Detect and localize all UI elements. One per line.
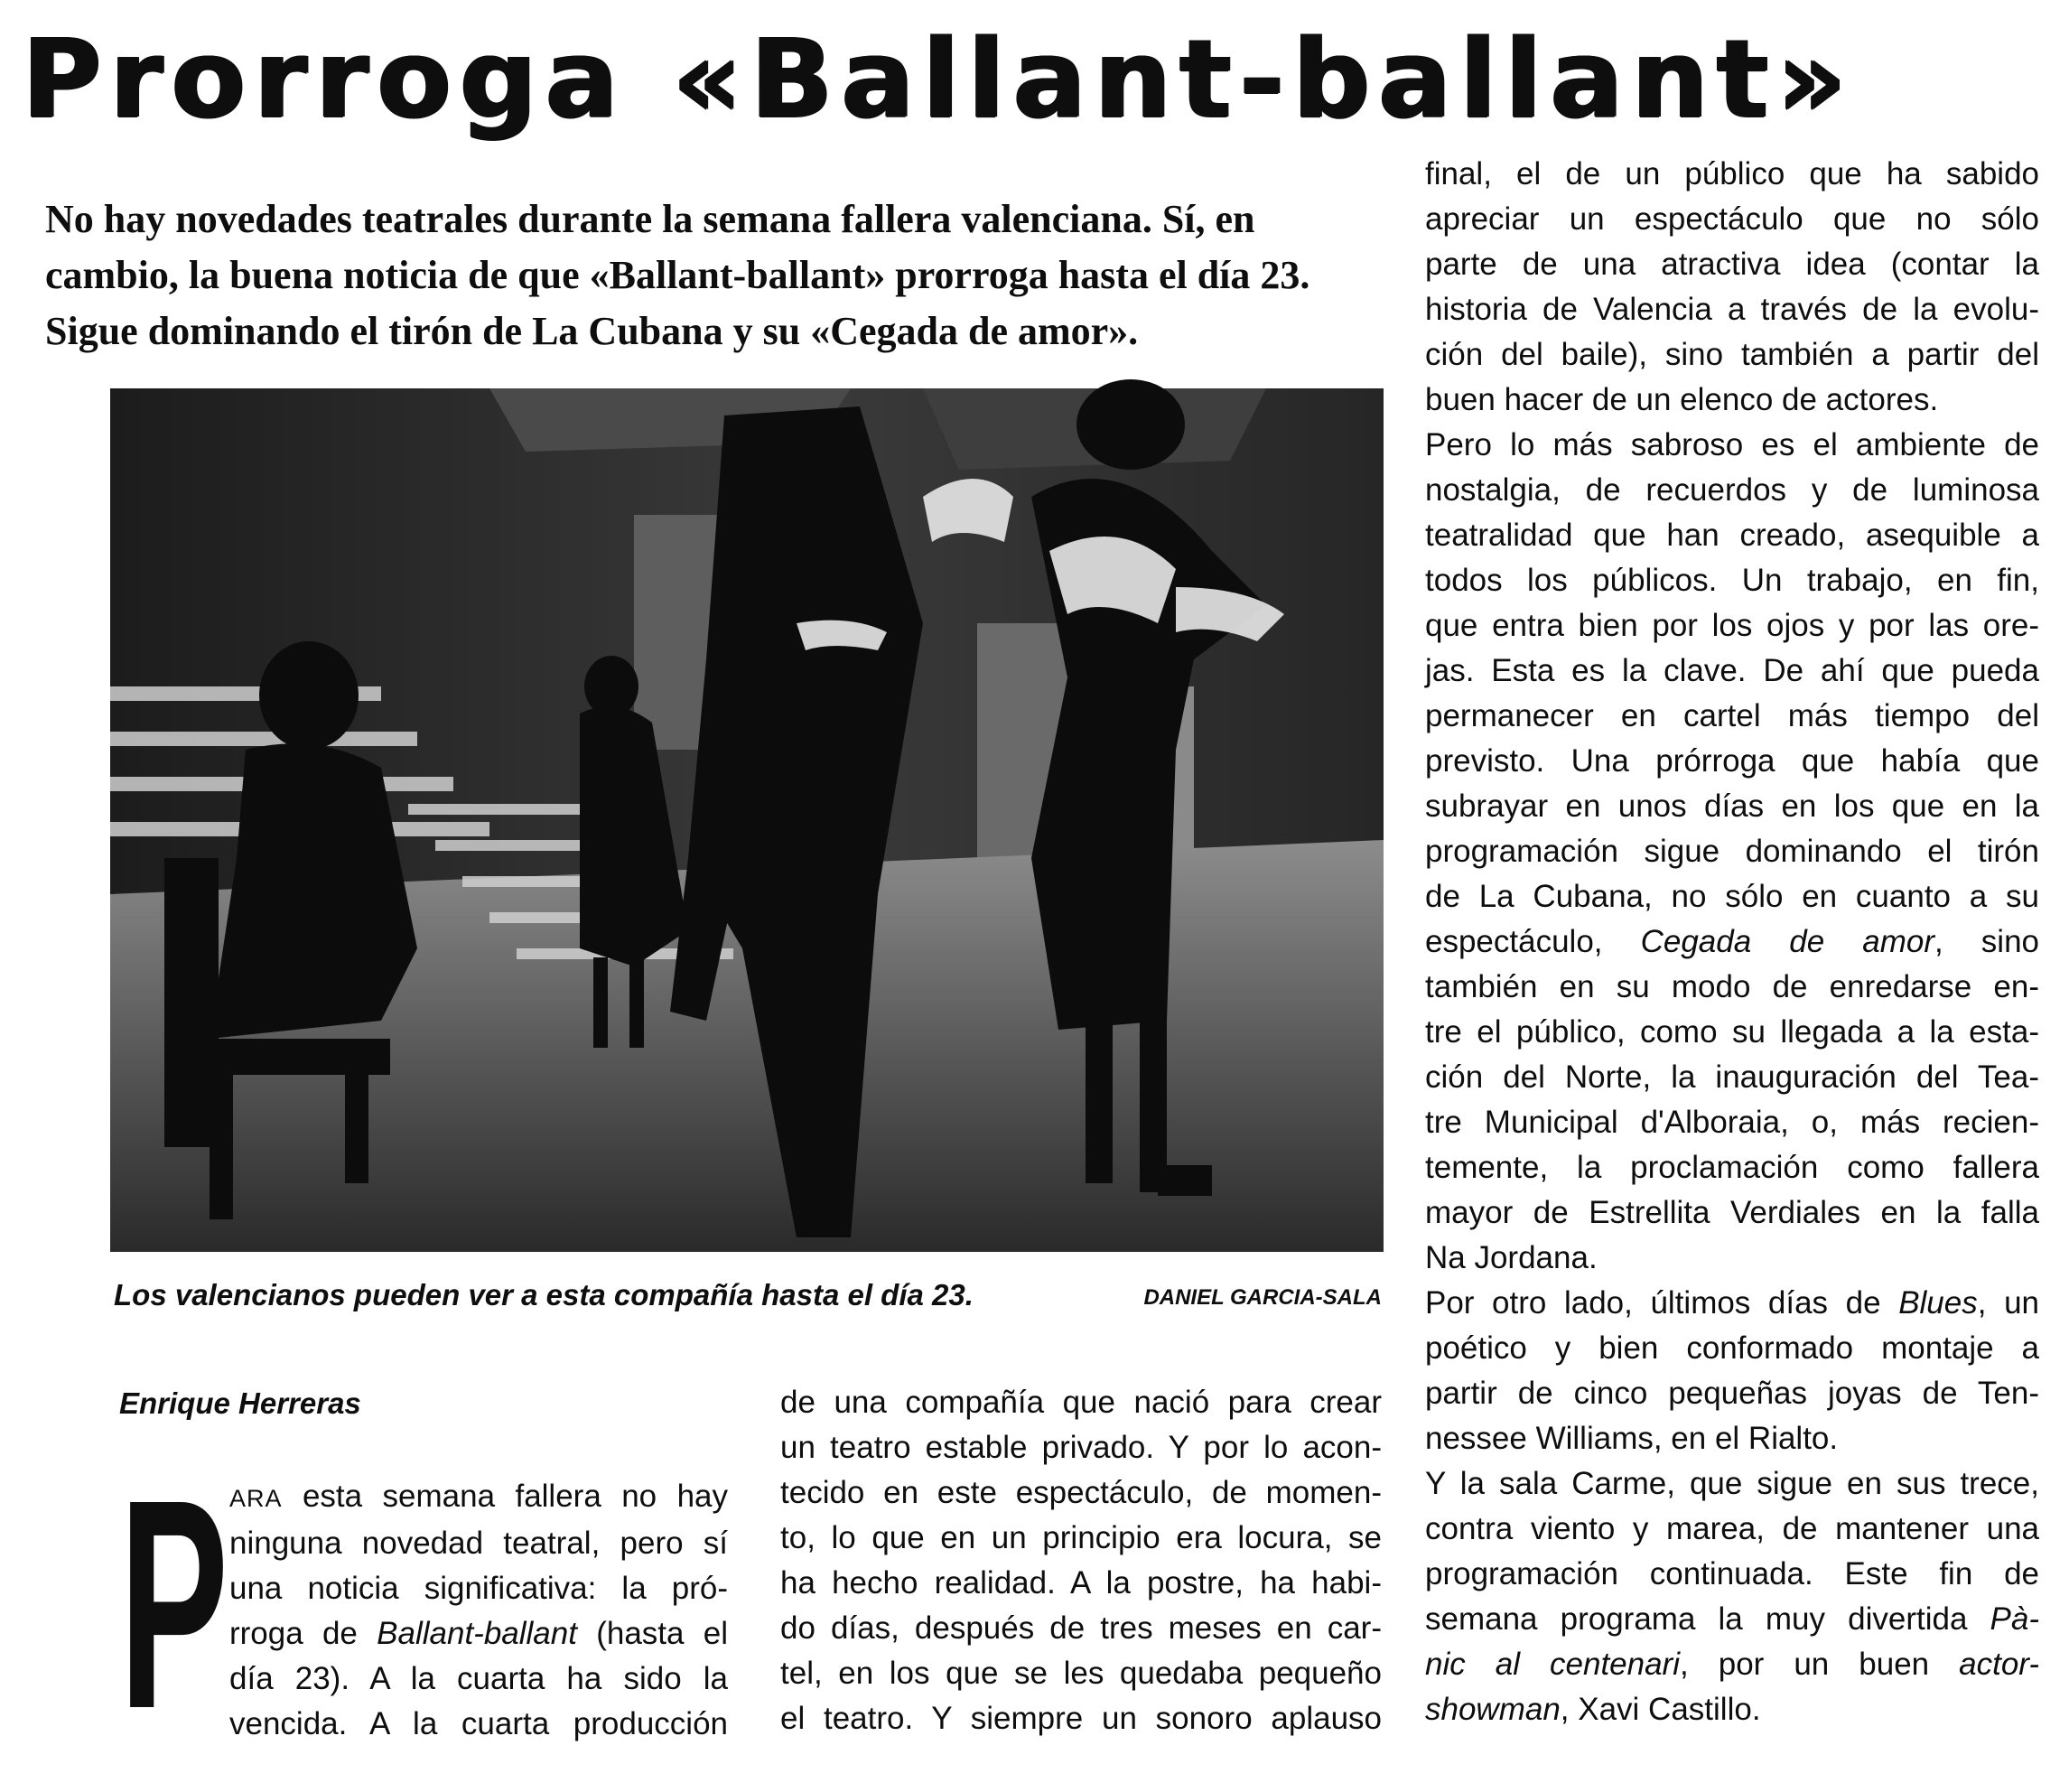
column-line: Na Jordana. [1425,1240,1598,1275]
column-line: vencida. A la cuarta producción [229,1706,728,1741]
column-line: un teatro estable privado. Y por lo acon- [780,1430,1382,1465]
column-line: subrayar en unos días en los que en la [1425,789,2039,824]
column-line: una noticia significativa: la pró- [229,1571,728,1606]
photo-credit: DANIEL GARCIA-SALA [1143,1285,1382,1310]
column-line: programación sigue dominando el tirón [1425,834,2039,869]
column-line: semana programa la muy divertida Pà- [1425,1601,2039,1637]
article-column-2 [780,1380,1382,1741]
column-line: también en su modo de enredarse en- [1425,969,2039,1004]
column-line: poético y bien conformado montaje a [1425,1330,2039,1366]
column-line: tecido en este espectáculo, de momen- [780,1475,1382,1510]
column-line: ción del Norte, la inauguración del Tea- [1425,1059,2039,1095]
column-line: buen hacer de un elenco de actores. [1425,382,1939,417]
column-line: programación continuada. Este fin de [1425,1556,2039,1591]
column-line: que entra bien por los ojos y por las ore- [1425,608,2039,643]
article-column-3 [1425,152,2039,1732]
column-line: Pero lo más sabroso es el ambiente de [1425,427,2039,462]
small-caps-lead: ARA [229,1485,283,1512]
column-line: tre el público, como su llegada a la esta- [1425,1014,2039,1050]
column-line: ARA esta semana fallera no hay [229,1479,728,1514]
column-line: todos los públicos. Un trabajo, en fin, [1425,563,2039,598]
drop-cap: P [119,1437,229,1770]
column-line: Por otro lado, últimos días de Blues, un [1425,1285,2039,1321]
column-line: nostalgia, de recuerdos y de luminosa [1425,472,2039,508]
column-line: apreciar un espectáculo que no sólo [1425,201,2039,237]
column-line: de La Cubana, no sólo en cuanto a su [1425,879,2039,914]
article-photo [110,388,1384,1252]
column-line: rroga de Ballant-ballant (hasta el [229,1616,728,1651]
byline: Enrique Herreras [119,1386,361,1420]
column-line: tre Municipal d'Alboraia, o, más recien- [1425,1105,2039,1140]
column-line: teatralidad que han creado, asequible a [1425,518,2039,553]
photo-caption: Los valencianos pueden ver a esta compañía hasta el día 23. [114,1278,974,1311]
column-line: temente, la proclamación como fallera [1425,1150,2039,1185]
column-line: previsto. Una prórroga que había que [1425,743,2039,779]
headline: Prorroga «Ballant-ballant» [22,17,1855,143]
column-line: partir de cinco pequeñas joyas de Ten- [1425,1376,2039,1411]
column-line: espectáculo, Cegada de amor, sino [1425,924,2039,959]
column-line: ha hecho realidad. A la postre, ha habi- [780,1565,1382,1601]
column-line: ninguna novedad teatral, pero sí [229,1526,728,1561]
column-line: el teatro. Y siempre un sonoro aplauso [780,1701,1382,1736]
column-line: contra viento y marea, de mantener una [1425,1511,2039,1546]
column-line: to, lo que en un principio era locura, se [780,1520,1382,1555]
column-line: showman, Xavi Castillo. [1425,1692,1761,1727]
column-line: de una compañía que nació para crear [780,1385,1382,1420]
column-line: final, el de un público que ha sabido [1425,156,2039,191]
article-column-1 [229,1474,728,1747]
column-line: jas. Esta es la clave. De ahí que pueda [1425,653,2039,688]
column-line: Y la sala Carme, que sigue en sus trece, [1425,1466,2039,1501]
column-line: do días, después de tres meses en car- [780,1610,1382,1646]
deck: No hay novedades teatrales durante la semana fallera valenciana. Sí, en cambio, la buena noticia de que «Ballant-ballant» prorroga hasta el día 23. Sigue dominando el tirón de La Cubana y su «Cegada de amor». [45,197,1310,353]
column-line: nessee Williams, en el Rialto. [1425,1421,1839,1456]
column-line: día 23). A la cuarta ha sido la [229,1661,728,1696]
dancers-photo-illustration [110,388,1384,1252]
column-line: mayor de Estrellita Verdiales en la falla [1425,1195,2039,1230]
column-line: ción del baile), sino también a partir del [1425,337,2039,372]
column-line: permanecer en cartel más tiempo del [1425,698,2039,733]
column-line: tel, en los que se les quedaba pequeño [780,1656,1382,1691]
column-line: parte de una atractiva idea (contar la [1425,247,2039,282]
column-line: nic al centenari, por un buen actor- [1425,1647,2039,1682]
column-line: historia de Valencia a través de la evolu- [1425,292,2039,327]
